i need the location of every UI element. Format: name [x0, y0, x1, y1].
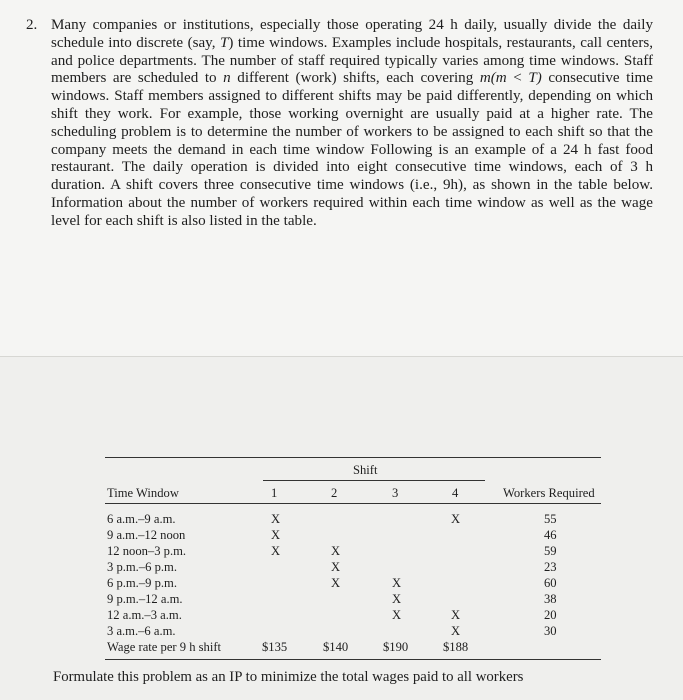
table-row-window: 3 a.m.–6 a.m.	[107, 624, 176, 638]
time-window-header: Time Window	[107, 486, 179, 500]
shift-mark: X	[331, 560, 341, 574]
workers-value: 46	[544, 528, 557, 542]
table-row-window: 9 p.m.–12 a.m.	[107, 592, 183, 606]
workers-value: 20	[544, 608, 557, 622]
shift-mark: X	[271, 528, 281, 542]
shift-1-header: 1	[271, 486, 278, 500]
wage-shift-1: $135	[262, 640, 288, 654]
workers-value: 23	[544, 560, 557, 574]
table-row-window: 3 p.m.–6 p.m.	[107, 560, 177, 574]
wage-shift-3: $190	[383, 640, 409, 654]
problem-text: Many companies or institutions, especially those operating 24 h daily, usually divide the daily schedule into discrete (say, T) time windows. Examples include hospitals, restaurants, call centers, and police departments. The number of staff required typically varies among time windows. Staff members are scheduled to n different (work) shifts, each covering m(m < T) consecutive time windows. Staff members assigned to different shifts may be paid differently, depending on which shift they work. For example, those working overnight are usually paid at a higher rate. The scheduling problem is to determine the number of workers to be assigned to each shift so that the company meets the demand in each time window Following is an example of a 24 h fast food restaurant. The daily operation is divided into eight consecutive time windows, each of 3 h duration. A shift covers three consecutive time windows (i.e., 9h), as shown in the table below. Information about the number of workers required within each time window as well as the wage level for each shift is also listed in the table.	[51, 17, 653, 229]
shift-mark: X	[451, 512, 461, 526]
table-row-window: 6 a.m.–9 a.m.	[107, 512, 176, 526]
shift-header: Shift	[353, 463, 378, 477]
shift-group-rule	[263, 480, 485, 481]
workers-value: 59	[544, 544, 557, 558]
shift-2-header: 2	[331, 486, 338, 500]
workers-value: 38	[544, 592, 557, 606]
shift-mark: X	[451, 608, 461, 622]
table-bottom-rule	[105, 659, 601, 660]
header-rule	[105, 503, 601, 504]
shift-mark: X	[392, 576, 402, 590]
shift-4-header: 4	[452, 486, 459, 500]
workers-value: 60	[544, 576, 557, 590]
shift-mark: X	[392, 592, 402, 606]
shift-mark: X	[392, 608, 402, 622]
workers-value: 30	[544, 624, 557, 638]
shift-mark: X	[271, 512, 281, 526]
table-row-window: 12 a.m.–3 a.m.	[107, 608, 182, 622]
wage-shift-2: $140	[323, 640, 349, 654]
shift-mark: X	[451, 624, 461, 638]
shift-mark: X	[271, 544, 281, 558]
workers-required-header: Workers Required	[503, 486, 595, 500]
table-top-rule	[105, 457, 601, 458]
table-row-window: 12 noon–3 p.m.	[107, 544, 187, 558]
table-row-window: 9 a.m.–12 noon	[107, 528, 186, 542]
shift-mark: X	[331, 544, 341, 558]
table-row-window: 6 p.m.–9 p.m.	[107, 576, 177, 590]
shift-3-header: 3	[392, 486, 399, 500]
shift-mark: X	[331, 576, 341, 590]
instruction-text: Formulate this problem as an IP to minimize the total wages paid to all workers	[53, 669, 524, 685]
problem-number: 2.	[26, 17, 38, 33]
wage-label: Wage rate per 9 h shift	[107, 640, 222, 654]
workers-value: 55	[544, 512, 557, 526]
wage-shift-4: $188	[443, 640, 469, 654]
